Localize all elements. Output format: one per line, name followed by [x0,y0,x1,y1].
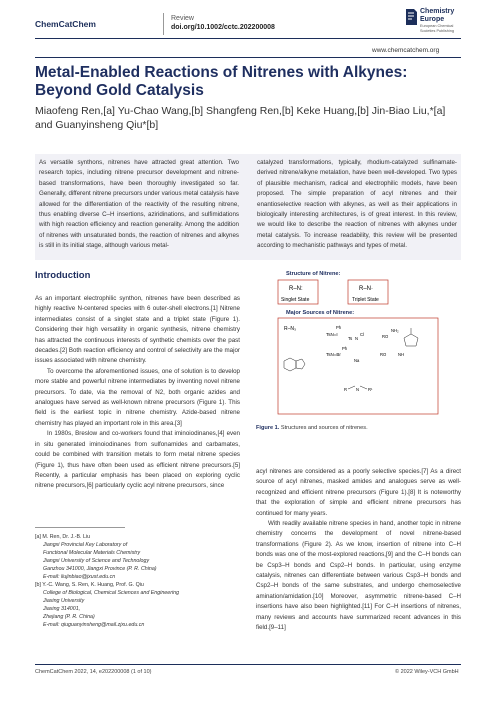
svg-text:NH: NH [398,352,405,357]
left-column-text [35,294,240,492]
figure-1-diagram [256,266,461,421]
svg-text:RO: RO [380,352,387,357]
svg-text:NH₂: NH₂ [391,328,399,333]
singlet-label: Singlet State [281,297,310,303]
paragraph: With readily available nitrene species in hand, another topic in nitrene chemistry concerns the development of novel nitrene-based transformations (Figure 2). As we know, insertion of nitrene into C–H bonds was one of the most-explored reactions,[9] and the C–H bonds can be Csp3–H bonds and Csp2–H bonds. In particular, using enzyme catalysis, nitrenes can differentiate between various Csp3–H bonds and Csp2–H bonds of the same substrates, and undergo chemoselective amination/amidation.[10] Moreover, asymmetric nitrene-based C–H insertions have also been highlighted.[11] For C–H insertions of nitrenes, many reviews and accounts have summarized recent advances in this field.[9–11] [256,520,461,632]
publisher-logo-text: Chemistry Europe [420,8,455,23]
paragraph: In 1980s, Breslow and co-workers found that iminoiodinanes,[4] even in situ generated iminoiodinanes from sulfonamides and carbamates, could be combined with transition metals to form metal nitrene species (Figure 1), thus have often been used as efficient nitrene precursors.[5] Recently, a particular emphasis has been placed on exploring cyclic nitrene precursors,[6] particularly cyclic acyl nitrene precursors, since [35,430,240,490]
iminoiodinane-1: TsN=I [326,332,338,337]
article-title: Metal-Enabled Reactions of Nitrenes with Alkynes: Beyond Gold Catalysis [35,64,408,99]
section-heading-introduction: Introduction [35,270,91,281]
svg-text:N: N [355,336,359,341]
author-list: Miaofeng Ren,[a] Yu-Chao Wang,[b] Shangfeng Ren,[b] Keke Huang,[b] Jin-Biao Liu,*[a] and Guanyinsheng Qiu*[b] [35,105,446,131]
doi-link[interactable]: doi.org/10.1002/cctc.202200008 [171,24,275,31]
dioxazolone-structure [404,328,418,346]
abstract-box [35,154,461,260]
svg-text:Ts: Ts [348,336,353,341]
affiliation-footnotes: [a] M. Ren, Dr. J.-B. Liu Jiangxi Provincial Key Laboratory of Functional Molecular Materials Chemistry Jiangxi University of Science and Technology Ganzhou 341000, Jiangxi Province (P. R. China) E-mail: liujinbiao@jxust.edu.cn [b] Y.-C. Wang, S. Ren, K. Huang, Prof. G. Qiu College of Biological, Chemical Sciences and Engineering Jiaxing University Jiaxing 314001, Zhejiang (P. R. China) E-mail: qiuguanyinsheng@mail.zjxu.edu.cn [35,534,180,628]
figure-1-caption: Figure 1. Structures and sources of nitrenes. [256,425,368,431]
header-rule [35,38,461,39]
figure-structure-label: Structure of Nitrene: [286,271,341,277]
svg-text:Ph: Ph [336,325,342,330]
svg-text:Ph: Ph [342,346,348,351]
article-type: Review [171,15,194,22]
footer-copyright: © 2022 Wiley-VCH GmbH [395,669,459,675]
hydroxamate-structure: RO [382,334,389,339]
website-link[interactable]: www.chemcatchem.org [372,47,440,54]
iminoiodinane-2: TsN=Br [326,352,341,357]
publisher-subtitle: European Chemical Societies Publishing [420,24,454,33]
footer-citation: ChemCatChem 2022, 14, e202200008 (1 of 10) [35,669,152,675]
azide-structure: R–N₃ [284,326,297,332]
singlet-structure: R–N: [289,286,303,292]
figure-sources-label: Major Sources of Nitrene: [286,310,355,316]
paragraph: As an important electrophilic synthon, nitrenes have been described as highly reactive N-centered species with 6 outer-shell electrons.[1] Nitrene intermediates consist of a singlet state and a triplet state (Figure 1). Considering their high versatility in organic synthesis, nitrene chemistry has attracted the continuous interests of synthetic chemists over the past decades.[2] Both reaction efficiency and control of selectivity are the major issues associated with nitrene chemistry. [35,295,240,365]
svg-text:N: N [356,387,360,392]
header-divider [163,13,164,35]
journal-name: ChemCatChem [35,19,96,29]
abstract-left: As versatile synthons, nitrenes have attracted great attention. Two research topics, including nitrene precursor development and nitrene-based transformations, have been thoroughly investigated so far. Generally, different nitrene precursors under various metal catalysis have allowed for the differentiation of the reactivity of the resulting nitrene, thus enabling diverse C–H insertions, aziridinations, and sulfimidations with high reaction efficiency and reaction generality. Among the addition of nitrenes with unsaturated bonds, the reaction of nitrenes and alkynes is still in its initial stage, although various metal- [39,159,239,250]
triplet-structure: R–N· [359,286,374,292]
triplet-label: Triplet State [352,297,379,303]
title-rule [35,57,461,58]
footnote-rule [35,527,125,528]
right-column-text [256,467,461,634]
svg-text:Cl: Cl [360,332,364,337]
paragraph: acyl nitrenes are considered as a poorly selective species.[7] As a direct source of acyl nitrenes, masked amides and analogues serve as well-recognized and efficient nitrene precursors (Figure 1).[8] It is noteworthy that the exploration of simple and efficient nitrene precursors has continued for many years. [256,468,461,517]
masked-amide-structure: R [344,387,348,392]
sources-box [278,318,438,414]
paragraph: To overcome the aforementioned issues, one of solution is to develop more stable and powerful nitrene intermediates by inventing novel nitrene precursors. To date, via the removal of N2, both organic azides and analogues have served as well-known nitrene precursors (Figure 1). This field is the earliest topic in nitrene chemistry. Azide-based nitrene chemistry has played an important role in this area.[3] [35,367,240,427]
footer-rule [35,664,461,665]
svg-text:R¹: R¹ [368,387,373,392]
chemistry-europe-logo-icon [404,8,418,26]
article-meta [171,14,275,32]
abstract-right: catalyzed transformations, typically, rhodium-catalyzed sulfinamate-derived nitrene/alkyne metalation, have been well-developed. Two types of plausible mechanism, radical and electrophilic models, have been proposed. The simple preparation of acyl nitrenes and their enantioselective reaction with alkynes, as well as their applications in biologically interesting architectures, is of great interest. In this review, we would like to describe the reaction of nitrenes with alkynes under metal catalysis. To increase readability, this review will be presented according to mechanistic pathways and types of metal. [257,159,457,250]
benzotriazole-structure [284,358,305,371]
svg-text:Na: Na [354,358,360,363]
